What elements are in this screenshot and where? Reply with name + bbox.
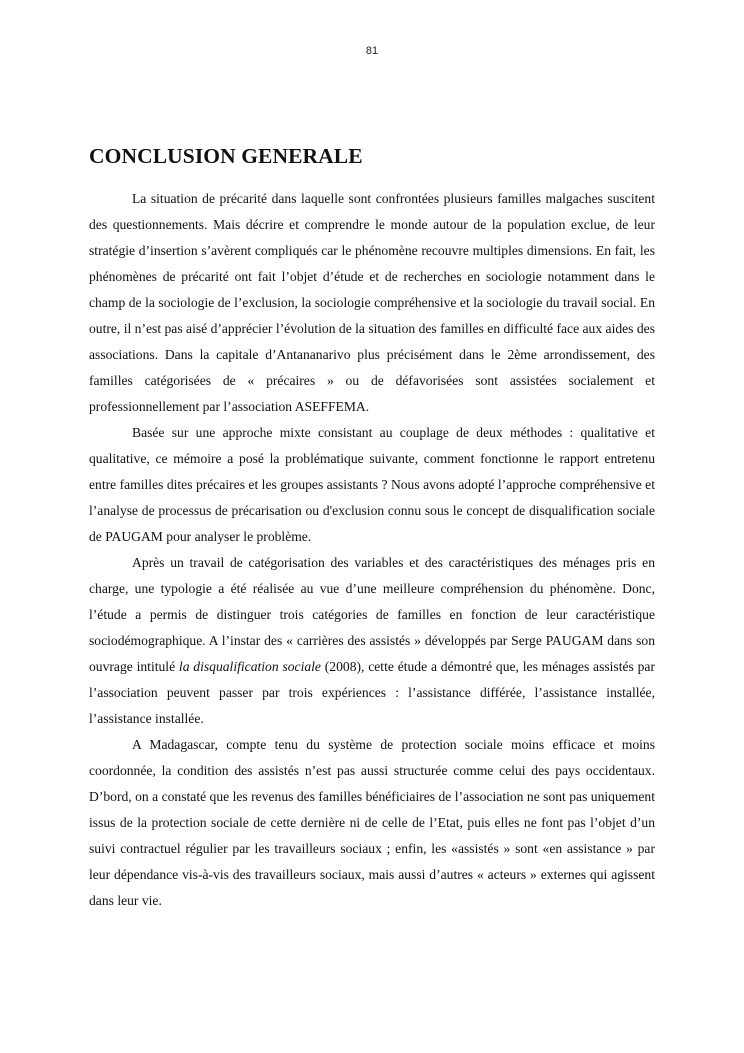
paragraph-3 bbox=[89, 550, 655, 732]
paragraph-2-text: Basée sur une approche mixte consistant au couplage de deux méthodes : qualitative et qualitative, ce mémoire a posé la problématique suivante, comment fonctionne le rapport entretenu entre familles dites précaires et les groupes assistants ? Nous avons adopté l’approche compréhensive et l’analyse de processus de précarisation ou d'exclusion connu sous le concept de disqualification sociale de PAUGAM pour analyser le problème. bbox=[89, 425, 655, 544]
paragraph-4 bbox=[89, 732, 655, 914]
body-text bbox=[89, 186, 655, 914]
book-title-italic: la disqualification sociale bbox=[178, 659, 321, 674]
paragraph-3-text-a: Après un travail de catégorisation des variables et des caractéristiques des ménages pris en charge, une typologie a été réalisée au vue d’une meilleure compréhension du phénomène. Donc, l’étude a permis de distinguer trois catégories de familles en fonction de leur caractéristique sociodémographique. A l’instar des « carrières des assistés » développés par Serge PAUGAM dans son ouvrage intitulé bbox=[89, 555, 655, 674]
paragraph-1 bbox=[89, 186, 655, 420]
paragraph-3-text-b: (2008), cette étude a démontré que, les ménages assistés par l’association peuvent passer par trois expériences : l’assistance différée, l’assistance installée, l’assistance installée. bbox=[89, 659, 655, 726]
page-title: CONCLUSION GENERALE bbox=[89, 144, 363, 168]
paragraph-4-text: A Madagascar, compte tenu du système de protection sociale moins efficace et moins coordonnée, la condition des assistés n’est pas aussi structurée comme celui des pays occidentaux. D’bord, on a constaté que les revenus des familles bénéficiaires de l’association ne sont pas uniquement issus de la protection sociale de cette dernière ni de celle de l’Etat, puis elles ne font pas l’objet d’un suivi contractuel régulier par les travailleurs sociaux ; enfin, les «assistés » sont «en assistance » par leur dépendance vis-à-vis des travailleurs sociaux, mais aussi d’autres « acteurs » externes qui agissent dans leur vie. bbox=[89, 737, 655, 908]
page-number: 81 bbox=[365, 45, 379, 57]
paragraph-2 bbox=[89, 420, 655, 550]
paragraph-1-text: La situation de précarité dans laquelle sont confrontées plusieurs familles malgaches suscitent des questionnements. Mais décrire et comprendre le monde autour de la population exclue, de leur stratégie d’insertion s’avèrent compliqués car le phénomène recouvre multiples dimensions. En fait, les phénomènes de précarité ont fait l’objet d’étude et de recherches en sociologie notamment dans le champ de la sociologie de l’exclusion, la sociologie compréhensive et la sociologie du travail social. En outre, il n’est pas aisé d’apprécier l’évolution de la situation des familles en difficulté face aux aides des associations. Dans la capitale d’Antananarivo plus précisément dans le 2ème arrondissement, des familles catégorisées de « précaires » ou de défavorisées sont assistées socialement et professionnellement par l’association ASEFFEMA. bbox=[89, 191, 655, 414]
